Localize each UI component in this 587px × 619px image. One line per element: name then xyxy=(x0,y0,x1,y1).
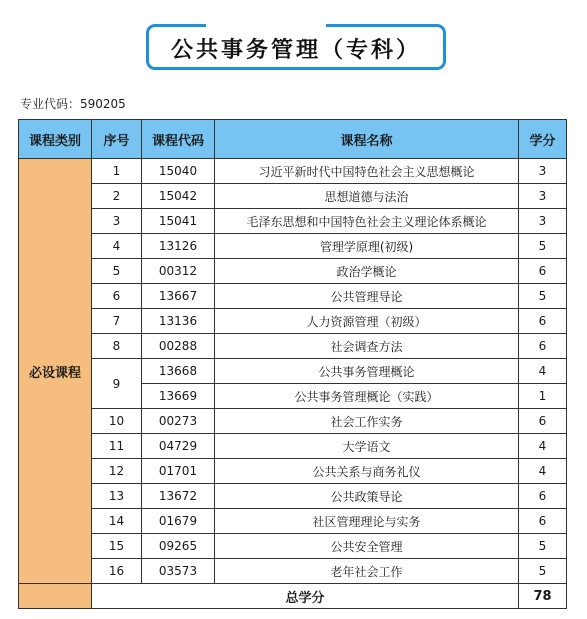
table-row xyxy=(19,559,567,584)
row-code: 13669 xyxy=(142,384,215,409)
row-code: 00288 xyxy=(142,334,215,359)
header-number: 序号 xyxy=(92,120,142,159)
row-name: 毛泽东思想和中国特色社会主义理论体系概论 xyxy=(215,209,519,234)
table-header-row xyxy=(19,120,567,159)
total-credits-label: 总学分 xyxy=(92,584,519,609)
table-row xyxy=(19,534,567,559)
table-row xyxy=(19,309,567,334)
row-credit: 6 xyxy=(519,409,567,434)
row-name: 社会工作实务 xyxy=(215,409,519,434)
row-number: 9 xyxy=(92,359,142,409)
table-row xyxy=(19,359,567,384)
row-credit: 3 xyxy=(519,184,567,209)
header-credit: 学分 xyxy=(519,120,567,159)
table-row xyxy=(19,184,567,209)
row-code: 13667 xyxy=(142,284,215,309)
table-row xyxy=(19,209,567,234)
row-number: 1 xyxy=(92,159,142,184)
page-title: 公共事务管理（专科） xyxy=(170,38,421,63)
row-credit: 1 xyxy=(519,384,567,409)
header-code: 课程代码 xyxy=(142,120,215,159)
header-category: 课程类别 xyxy=(19,120,92,159)
row-name: 社区管理理论与实务 xyxy=(215,509,519,534)
row-code: 15041 xyxy=(142,209,215,234)
row-credit: 3 xyxy=(519,209,567,234)
row-number: 10 xyxy=(92,409,142,434)
table-row xyxy=(19,234,567,259)
row-name: 公共关系与商务礼仪 xyxy=(215,459,519,484)
row-name: 思想道德与法治 xyxy=(215,184,519,209)
total-credits-value: 78 xyxy=(519,584,567,609)
row-name: 公共安全管理 xyxy=(215,534,519,559)
row-code: 01679 xyxy=(142,509,215,534)
major-code: 专业代码：590205 xyxy=(20,97,126,111)
table-footer-row xyxy=(19,584,567,609)
row-name: 大学语文 xyxy=(215,434,519,459)
row-credit: 4 xyxy=(519,434,567,459)
row-code: 15042 xyxy=(142,184,215,209)
course-table xyxy=(18,119,567,609)
category-cell: 必设课程 xyxy=(19,159,92,584)
row-name: 管理学原理(初级) xyxy=(215,234,519,259)
row-credit: 4 xyxy=(519,359,567,384)
row-code: 01701 xyxy=(142,459,215,484)
table-row xyxy=(19,484,567,509)
table-row xyxy=(19,509,567,534)
table-row xyxy=(19,334,567,359)
header-name: 课程名称 xyxy=(215,120,519,159)
row-name: 社会调查方法 xyxy=(215,334,519,359)
row-code: 13126 xyxy=(142,234,215,259)
row-number: 12 xyxy=(92,459,142,484)
row-credit: 5 xyxy=(519,534,567,559)
row-code: 00312 xyxy=(142,259,215,284)
footer-category-cell xyxy=(19,584,92,609)
row-name: 习近平新时代中国特色社会主义思想概论 xyxy=(215,159,519,184)
table-row xyxy=(19,284,567,309)
row-name: 公共事务管理概论 xyxy=(215,359,519,384)
row-code: 15040 xyxy=(142,159,215,184)
table-row xyxy=(19,459,567,484)
row-name: 人力资源管理（初级） xyxy=(215,309,519,334)
row-name: 老年社会工作 xyxy=(215,559,519,584)
row-number: 5 xyxy=(92,259,142,284)
table-row xyxy=(19,159,567,184)
table-row xyxy=(19,259,567,284)
row-credit: 6 xyxy=(519,309,567,334)
row-code: 04729 xyxy=(142,434,215,459)
row-number: 4 xyxy=(92,234,142,259)
row-number: 15 xyxy=(92,534,142,559)
row-number: 3 xyxy=(92,209,142,234)
row-credit: 5 xyxy=(519,234,567,259)
row-code: 13668 xyxy=(142,359,215,384)
row-code: 13672 xyxy=(142,484,215,509)
row-code: 09265 xyxy=(142,534,215,559)
row-credit: 6 xyxy=(519,259,567,284)
row-credit: 6 xyxy=(519,509,567,534)
row-number: 13 xyxy=(92,484,142,509)
row-credit: 4 xyxy=(519,459,567,484)
row-credit: 6 xyxy=(519,484,567,509)
course-table-body xyxy=(19,159,567,609)
row-number: 6 xyxy=(92,284,142,309)
row-credit: 5 xyxy=(519,559,567,584)
row-credit: 6 xyxy=(519,334,567,359)
row-number: 8 xyxy=(92,334,142,359)
row-code: 00273 xyxy=(142,409,215,434)
row-name: 公共政策导论 xyxy=(215,484,519,509)
row-number: 7 xyxy=(92,309,142,334)
row-name: 公共事务管理概论（实践） xyxy=(215,384,519,409)
row-code: 03573 xyxy=(142,559,215,584)
row-credit: 5 xyxy=(519,284,567,309)
row-name: 政治学概论 xyxy=(215,259,519,284)
title-frame xyxy=(146,24,446,70)
row-number: 11 xyxy=(92,434,142,459)
row-number: 2 xyxy=(92,184,142,209)
table-row xyxy=(19,434,567,459)
row-number: 16 xyxy=(92,559,142,584)
row-code: 13136 xyxy=(142,309,215,334)
row-number: 14 xyxy=(92,509,142,534)
row-name: 公共管理导论 xyxy=(215,284,519,309)
row-credit: 3 xyxy=(519,159,567,184)
table-row xyxy=(19,409,567,434)
